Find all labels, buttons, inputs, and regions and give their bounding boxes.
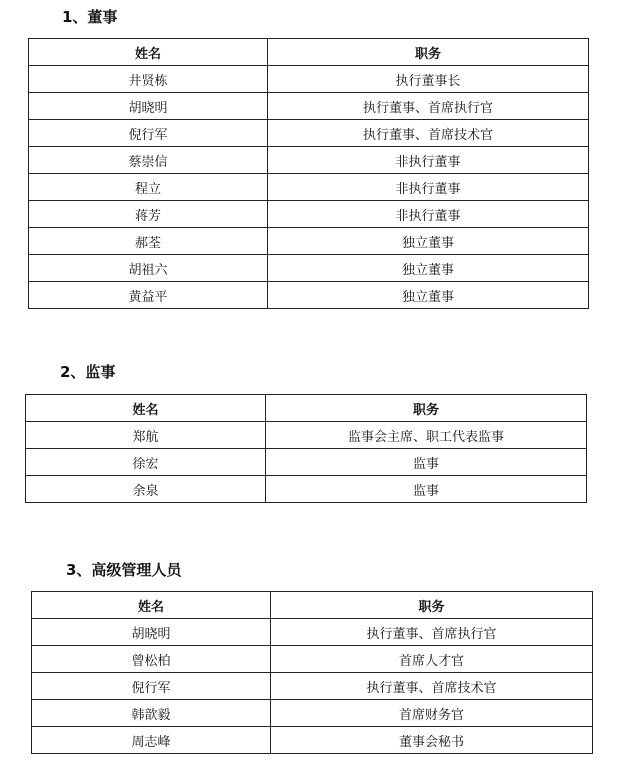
name-cell: 井贤栋: [29, 66, 268, 93]
position-cell: 非执行董事: [268, 201, 589, 228]
table-row: [29, 174, 589, 201]
table-row: [32, 727, 593, 754]
name-cell: 余泉: [26, 476, 266, 503]
position-cell: 执行董事长: [268, 66, 589, 93]
position-cell: 独立董事: [268, 282, 589, 309]
name-cell: 胡祖六: [29, 255, 268, 282]
senior-management-table: [31, 591, 593, 754]
table-row: [29, 255, 589, 282]
name-cell: 黄益平: [29, 282, 268, 309]
position-cell: 非执行董事: [268, 174, 589, 201]
position-cell: 非执行董事: [268, 147, 589, 174]
table-row: [29, 201, 589, 228]
table-row: [29, 66, 589, 93]
position-cell: 首席财务官: [271, 700, 593, 727]
table-header-row: [29, 39, 589, 66]
table-row: [32, 646, 593, 673]
table-row: [29, 120, 589, 147]
column-header-name: 姓名: [32, 592, 271, 619]
name-cell: 胡晓明: [32, 619, 271, 646]
name-cell: 蒋芳: [29, 201, 268, 228]
position-cell: 监事: [266, 476, 587, 503]
table-row: [29, 282, 589, 309]
position-cell: 监事会主席、职工代表监事: [266, 422, 587, 449]
table-row: [32, 673, 593, 700]
position-cell: 独立董事: [268, 255, 589, 282]
name-cell: 胡晓明: [29, 93, 268, 120]
position-cell: 执行董事、首席技术官: [268, 120, 589, 147]
directors-table: [28, 38, 589, 309]
position-cell: 首席人才官: [271, 646, 593, 673]
column-header-name: 姓名: [26, 395, 266, 422]
position-cell: 董事会秘书: [271, 727, 593, 754]
table-row: [26, 476, 587, 503]
name-cell: 韩歆毅: [32, 700, 271, 727]
table-row: [29, 147, 589, 174]
name-cell: 郑航: [26, 422, 266, 449]
section-title-directors: 1、董事: [62, 8, 118, 26]
name-cell: 倪行军: [32, 673, 271, 700]
supervisors-table: [25, 394, 587, 503]
name-cell: 曾松柏: [32, 646, 271, 673]
name-cell: 周志峰: [32, 727, 271, 754]
position-cell: 执行董事、首席执行官: [271, 619, 593, 646]
position-cell: 独立董事: [268, 228, 589, 255]
table-header-row: [32, 592, 593, 619]
section-title-supervisors: 2、监事: [60, 363, 116, 381]
table-row: [29, 228, 589, 255]
table-row: [32, 700, 593, 727]
position-cell: 执行董事、首席技术官: [271, 673, 593, 700]
position-cell: 监事: [266, 449, 587, 476]
name-cell: 郝荃: [29, 228, 268, 255]
table-row: [32, 619, 593, 646]
column-header-position: 职务: [268, 39, 589, 66]
name-cell: 程立: [29, 174, 268, 201]
column-header-position: 职务: [266, 395, 587, 422]
table-row: [29, 93, 589, 120]
name-cell: 倪行军: [29, 120, 268, 147]
table-row: [26, 422, 587, 449]
name-cell: 徐宏: [26, 449, 266, 476]
position-cell: 执行董事、首席执行官: [268, 93, 589, 120]
column-header-position: 职务: [271, 592, 593, 619]
column-header-name: 姓名: [29, 39, 268, 66]
name-cell: 蔡崇信: [29, 147, 268, 174]
table-header-row: [26, 395, 587, 422]
table-row: [26, 449, 587, 476]
section-title-senior-management: 3、高级管理人员: [66, 561, 182, 579]
